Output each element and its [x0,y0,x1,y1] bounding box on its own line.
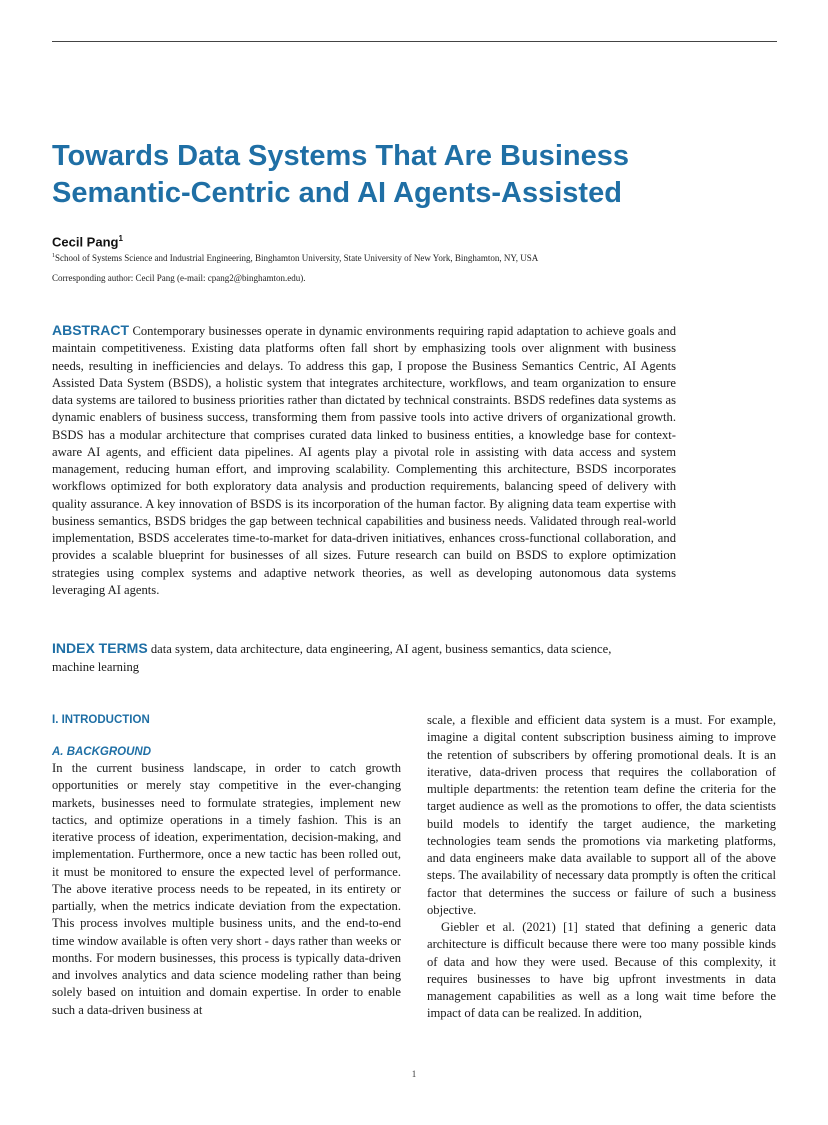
body-paragraph: scale, a flexible and efficient data system is a must. For example, imagine a digital content subscription business aiming to improve the retention of subscribers by offering promotional deals. It is an iterative, data-driven process that requires the collaboration of multiple departments: the retention team define the criteria for the target audience as well as the promotions to offer, the data scientists build models to identify the target audience, the marketing technologies team sends the promotions via marketing platforms, and data engineers make data available to support all of the above steps. The availability of necessary data promptly is often the critical factor that determines the success or failure of such a business objective. [427,713,776,917]
section-heading-introduction: I. INTRODUCTION [52,714,150,726]
author-name-text: Cecil Pang [52,234,119,250]
title-line-1: Towards Data Systems That Are Business [52,140,629,172]
author-name [52,234,123,249]
header-rule [52,41,777,42]
abstract-label: ABSTRACT [52,322,129,338]
index-terms [52,640,652,676]
affiliation [52,253,538,263]
subsection-heading-background: A. BACKGROUND [52,746,152,758]
body-paragraph: In the current business landscape, in order to catch growth opportunities or merely stay competitive in the ever-changing markets, businesses need to formulate strategies, implement new tactics, and optimize operations in a timely fashion. This is an iterative process of ideation, experimentation, decision-making, and implementation. Furthermore, once a new tactic has been rolled out, it must be monitored to ensure the expected level of performance. The above iterative process needs to be repeated, in its entirety or partially, when the metrics indicate deviation from the expectation. This process involves multiple business units, and the end-to-end time window available is often very short - days rather than weeks or months. For modern businesses, this process is typically data-driven and involves analytics and data science modeling rather than being solely based on intuition and domain expertise. In order to enable such a data-driven business at [52,761,401,1017]
author-superscript: 1 [118,234,123,243]
index-terms-text: data system, data architecture, data engineering, AI agent, business semantics, data science, machine learning [52,642,612,674]
right-column [427,712,776,1023]
abstract-text: Contemporary businesses operate in dynamic environments requiring rapid adaptation to achieve goals and maintain competitiveness. Existing data platforms often fall short by emphasizing tools over alignment with business needs, resulting in inefficiencies and delays. To address this gap, I propose the Business Semantics Centric, AI Agents Assisted Data System (BSDS), a holistic system that integrates architecture, workflows, and team organization to ensure data systems are tailored to business priorities rather than dictated by technical constraints. BSDS redefines data systems as dynamic enablers of business success, transforming them from passive tools into active drivers of organizational growth. BSDS has a modular architecture that comprises curated data linked to business entities, a knowledge base for context-aware AI agents, and efficient data pipelines. AI agents play a pivotal role in assisting with data access and system management, reducing human effort, and improving scalability. Complementing this architecture, BSDS incorporates workflows optimized for both exploratory data analysis and production requirements, balancing speed of delivery with quality assurance. A key innovation of BSDS is its incorporation of the human factor. By aligning data team expertise with business semantics, BSDS bridges the gap between technical capabilities and business needs. Validated through real-world implementation, BSDS accelerates time-to-market for data-driven initiatives, enhances cross-functional collaboration, and provides a scalable blueprint for businesses of all sizes. Future research can build on BSDS to explore optimization strategies using complex systems and adaptive network theories, as well as developing autonomous data systems leveraging AI agents. [52,324,676,597]
affiliation-superscript: 1 [52,253,55,259]
index-terms-label: INDEX TERMS [52,640,148,656]
abstract [52,322,676,599]
left-column [52,712,401,1019]
body-paragraph: Giebler et al. (2021) [1] stated that defining a generic data architecture is difficult because there were too many possible kinds of data and how they were used. Because of this complexity, it requires businesses to have big upfront investments in data management capabilities as well as a long wait time before the impact of data can be realized. In addition, [427,920,776,1021]
title-line-2: Semantic-Centric and AI Agents-Assisted [52,177,622,209]
paper-title [52,138,792,212]
corresponding-author: Corresponding author: Cecil Pang (e-mail: cpang2@binghamton.edu). [52,273,306,283]
affiliation-text: School of Systems Science and Industrial Engineering, Binghamton University, State University of New York, Binghamton, NY, USA [55,253,539,263]
page-number: 1 [411,1069,417,1079]
